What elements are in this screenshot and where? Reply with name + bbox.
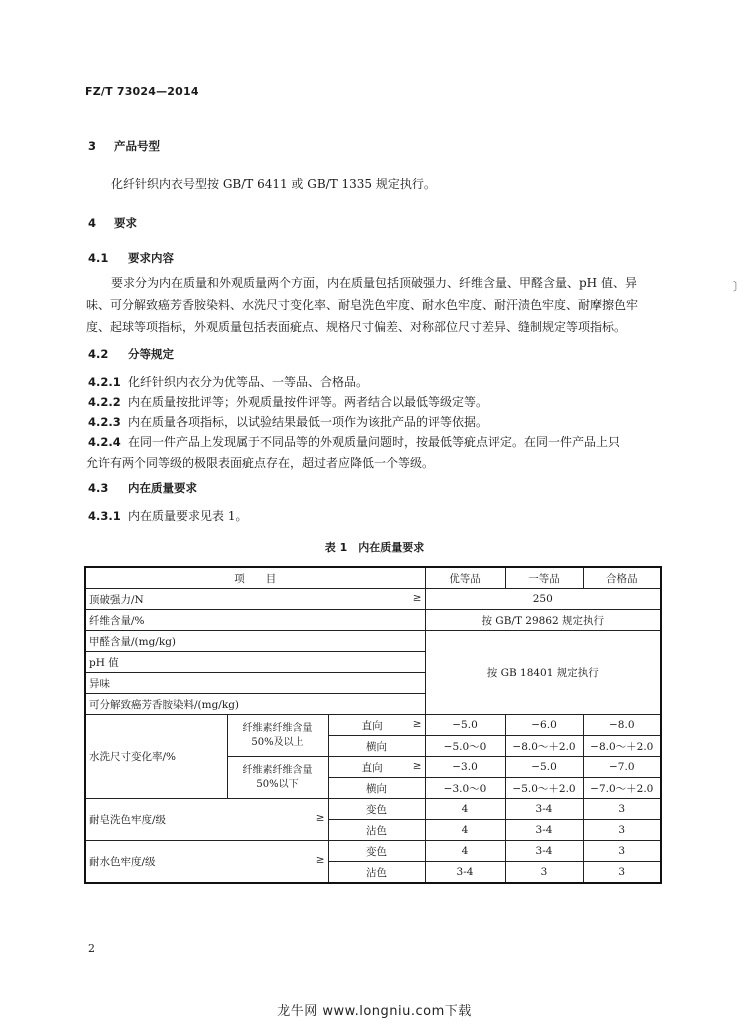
table-header-row — [85, 567, 661, 589]
cell-value: −8.0～＋2.0 — [583, 736, 661, 757]
section-title: 要求内容 — [128, 251, 174, 265]
watermark-text: 龙牛网 www.longniu.com下载 — [277, 1004, 472, 1019]
direction-label: 横向 — [328, 778, 425, 799]
clause-4-2-2 — [88, 392, 488, 413]
label-text: 耐皂洗色牢度/级 — [89, 814, 167, 826]
direction-label — [328, 715, 425, 736]
cell-value: 3-4 — [425, 862, 505, 884]
direction-label — [328, 757, 425, 778]
cell-value: 3-4 — [505, 799, 583, 820]
table-row — [85, 631, 661, 652]
clause-number: 4.2.4 — [88, 435, 121, 449]
header-item: 项 目 — [85, 567, 425, 589]
clause-4-2-4 — [88, 432, 620, 453]
row-label — [85, 799, 328, 841]
section-title: 分等规定 — [128, 347, 174, 361]
ge-symbol: ≥ — [315, 854, 325, 866]
clause-text: 在同一件产品上发现属于不同品等的外观质量问题时，按最低等疵点评定。在同一件产品上只 — [128, 435, 621, 449]
cell-value: −3.0～0 — [425, 778, 505, 799]
clause-number: 4.2.2 — [88, 395, 121, 409]
section-title: 产品号型 — [114, 139, 160, 153]
cell-value: −3.0 — [425, 757, 505, 778]
ge-symbol: ≥ — [315, 812, 325, 824]
group-label: 纤维素纤维含量 50%及以上 — [227, 715, 328, 757]
ge-symbol: ≥ — [412, 591, 422, 604]
cell-value: −8.0 — [583, 715, 661, 736]
section-title: 要求 — [114, 216, 137, 230]
label-text: 耐水色牢度/级 — [89, 856, 156, 868]
section-3-text: 化纤针织内衣号型按 GB/T 6411 或 GB/T 1335 规定执行。 — [111, 177, 436, 191]
row-label: 纤维含量/% — [85, 610, 425, 631]
ge-symbol: ≥ — [412, 759, 422, 772]
section-number: 3 — [88, 139, 97, 153]
cell-value: −5.0～0 — [425, 736, 505, 757]
row-label — [85, 841, 328, 884]
cell-value: 3-4 — [505, 820, 583, 841]
cell-value: 3 — [583, 820, 661, 841]
clause-number: 4.2.1 — [88, 375, 121, 389]
clause-text: 化纤针织内衣分为优等品、一等品、合格品。 — [128, 375, 369, 389]
sub-label: 沾色 — [328, 820, 425, 841]
paragraph-line: 味、可分解致癌芳香胺染料、水洗尺寸变化率、耐皂洗色牢度、耐水色牢度、耐汗渍色牢度、耐摩擦色牢 — [86, 298, 639, 312]
section-3-heading — [88, 138, 160, 154]
cell-value: 250 — [425, 589, 661, 610]
header-grade-qualified: 合格品 — [583, 567, 661, 589]
cell-value: −5.0 — [425, 715, 505, 736]
cell-value: 按 GB/T 29862 规定执行 — [425, 610, 661, 631]
table-row — [85, 715, 661, 736]
section-4-2-heading — [88, 346, 174, 362]
page-number: 2 — [88, 942, 95, 955]
section-number: 4 — [88, 216, 97, 230]
quality-requirements-table — [84, 566, 662, 884]
row-label: 可分解致癌芳香胺染料/(mg/kg) — [85, 694, 425, 715]
cell-value: 3-4 — [505, 841, 583, 862]
label-text: 直向 — [361, 761, 383, 774]
cell-value: −6.0 — [505, 715, 583, 736]
clause-4-2-3 — [88, 412, 488, 433]
section-number: 4.2 — [88, 347, 109, 361]
cell-value: −7.0～＋2.0 — [583, 778, 661, 799]
ge-symbol: ≥ — [412, 717, 422, 730]
clause-text: 内在质量按批评等；外观质量按件评等。两者结合以最低等级定等。 — [128, 395, 489, 409]
sub-label: 沾色 — [328, 862, 425, 884]
cell-value: 4 — [425, 841, 505, 862]
row-label — [85, 589, 425, 610]
cell-value: 3 — [583, 841, 661, 862]
direction-label: 横向 — [328, 736, 425, 757]
paragraph-line: 度、起球等项指标，外观质量包括表面疵点、规格尺寸偏差、对称部位尺寸差异、缝制规定等项指标。 — [86, 320, 627, 334]
section-4-3-heading — [88, 480, 197, 496]
row-label: 异味 — [85, 673, 425, 694]
clause-4-2-1 — [88, 372, 368, 393]
section-number: 4.3 — [88, 481, 109, 495]
cell-value: −5.0～＋2.0 — [505, 778, 583, 799]
group-label: 纤维素纤维含量 50%以下 — [227, 757, 328, 799]
clause-text: 内在质量要求见表 1。 — [128, 509, 248, 523]
table-caption: 表 1 内在质量要求 — [324, 541, 425, 554]
table-row — [85, 589, 661, 610]
clause-4-3-1 — [88, 506, 247, 527]
cell-value: −5.0 — [505, 757, 583, 778]
cell-value: −8.0～＋2.0 — [505, 736, 583, 757]
section-title: 内在质量要求 — [128, 481, 197, 495]
section-number: 4.1 — [88, 251, 109, 265]
table-row — [85, 799, 661, 820]
row-label: 甲醛含量/(mg/kg) — [85, 631, 425, 652]
header-grade-first: 一等品 — [505, 567, 583, 589]
section-4-1-heading — [88, 250, 174, 266]
sub-label: 变色 — [328, 841, 425, 862]
cell-value: 4 — [425, 799, 505, 820]
label-text: 顶破强力/N — [89, 593, 144, 606]
cell-value: −7.0 — [583, 757, 661, 778]
cell-value: 3 — [505, 862, 583, 884]
margin-mark: 〕 — [733, 280, 744, 293]
section-4-heading — [88, 215, 137, 231]
row-label: 水洗尺寸变化率/% — [85, 715, 227, 799]
header-grade-superior: 优等品 — [425, 567, 505, 589]
clause-number: 4.2.3 — [88, 415, 121, 429]
cell-value: 按 GB 18401 规定执行 — [425, 631, 661, 715]
label-text: 直向 — [361, 719, 383, 732]
cell-value: 3 — [583, 862, 661, 884]
clause-4-2-4-continued: 允许有两个同等级的极限表面疵点存在，超过者应降低一个等级。 — [86, 456, 435, 470]
row-label: pH 值 — [85, 652, 425, 673]
table-row — [85, 610, 661, 631]
paragraph-line: 要求分为内在质量和外观质量两个方面，内在质量包括顶破强力、纤维含量、甲醛含量、pH 值、异 — [111, 276, 637, 290]
sub-label: 变色 — [328, 799, 425, 820]
cell-value: 4 — [425, 820, 505, 841]
clause-number: 4.3.1 — [88, 509, 121, 523]
clause-text: 内在质量各项指标，以试验结果最低一项作为该批产品的评等依据。 — [128, 415, 489, 429]
standard-number: FZ/T 73024—2014 — [85, 85, 199, 98]
table-row — [85, 841, 661, 862]
cell-value: 3 — [583, 799, 661, 820]
